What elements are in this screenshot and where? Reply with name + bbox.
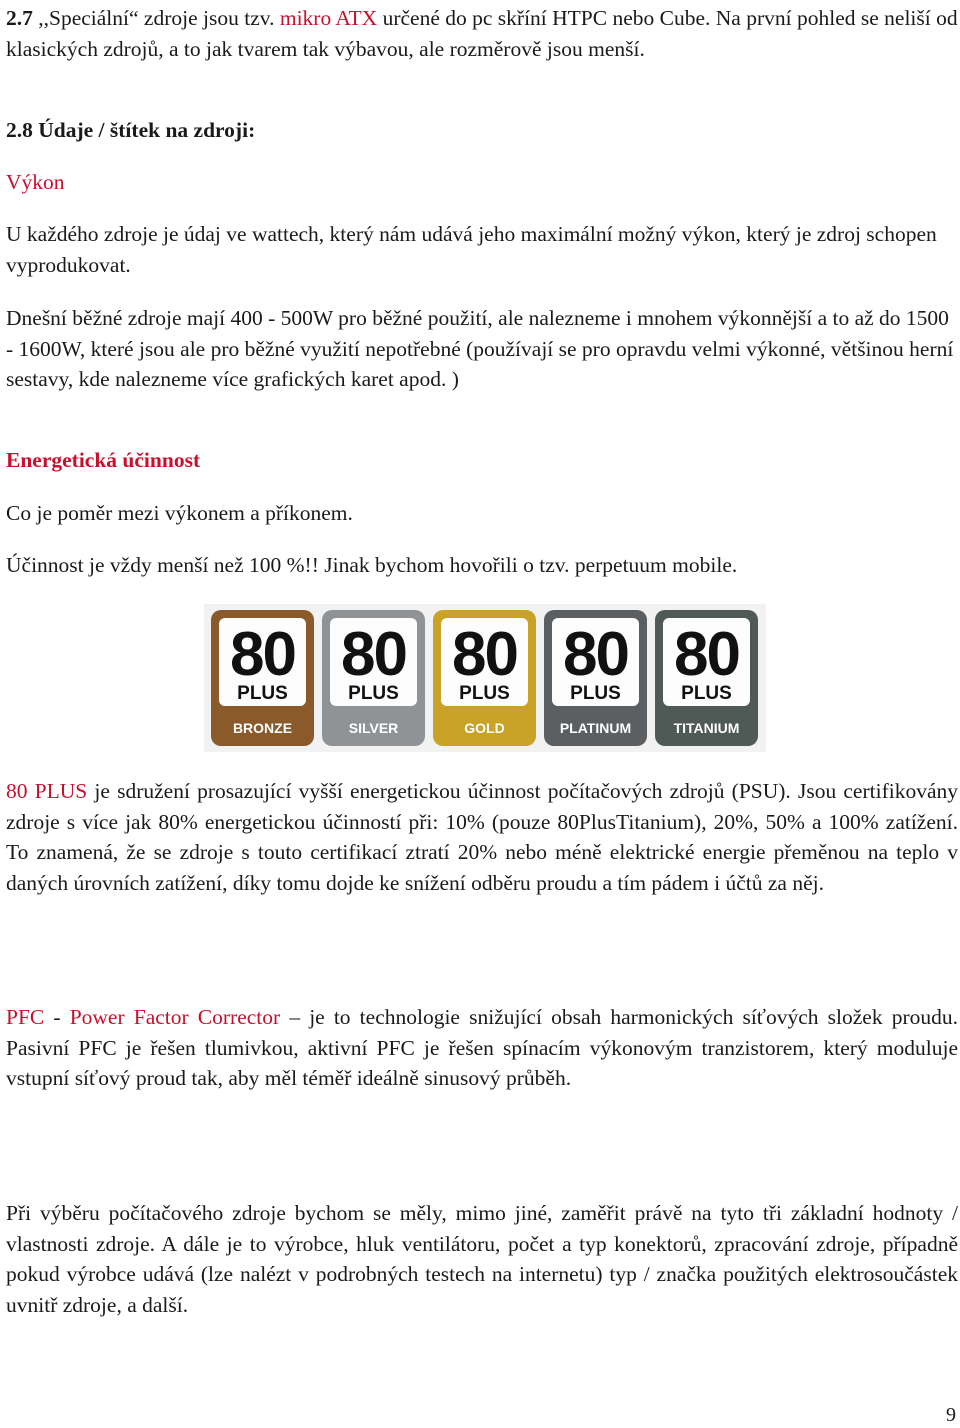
- ucinnost-paragraph-2: Účinnost je vždy menší než 100 %!! Jinak bychom hovořili o tzv. perpetuum mobile.: [6, 553, 738, 577]
- vyber-paragraph: Při výběru počítačového zdroje bychom se měly, mimo jiné, zaměřit právě na tyto tři základní hodnoty / vlastnosti zdroje. A dále je to výrobce, hluk ventilátoru, počet a typ konektorů, zpracování zdroje, případně pokud výrobce udává (lze nalézt v podrobných testech na internetu) typ / značka použitých elektrosoučástek uvnitř zdroje, a další.: [6, 1201, 958, 1317]
- badge-number: 80: [341, 620, 406, 689]
- 80plus-gold-badge: [433, 610, 536, 746]
- section-2-8-heading: 2.8 Údaje / štítek na zdroji:: [6, 118, 256, 142]
- section-2-7-text-end: určené do pc skříní HTPC nebo Cube. Na první pohled se neliší od klasických zdrojů, a to jak tvarem tak výbavou, ale rozměrově jsou menší.: [6, 6, 958, 61]
- page-number: 9: [946, 1404, 956, 1426]
- pfc-dash: -: [44, 1005, 70, 1029]
- badge-tier-label: SILVER: [348, 720, 399, 736]
- badge-face: [219, 618, 306, 706]
- 80plus-titanium-badge: [655, 610, 758, 746]
- badge-number: 80: [674, 620, 739, 689]
- badge-plus-label: PLUS: [237, 683, 288, 704]
- section-2-7-paragraph: [6, 3, 958, 64]
- badge-plus-label: PLUS: [570, 683, 621, 704]
- 80plus-text: je sdružení prosazující vyšší energetickou účinnost počítačových zdrojů (PSU). Jsou certifikovány zdroje s více jak 80% energetickou účinností při: 10% (pouze 80PlusTitanium), 20%, 50% a 100% zatížení. To znamená, že se zdroje s touto certifikací ztratí 20% nebo méně elektrické energie přeměnou na teplo v daných úrovních zatížení, díky tomu dojde ke snížení odběru proudu a tím pádem i účtů za něj.: [6, 779, 958, 895]
- badge-number: 80: [563, 620, 628, 689]
- badge-face: [330, 618, 417, 706]
- badge-plus-label: PLUS: [348, 683, 399, 704]
- section-2-7-text-start: ,,Speciální“ zdroje jsou tzv.: [32, 6, 280, 30]
- vykon-paragraph-1: U každého zdroje je údaj ve wattech, který nám udává jeho maximální možný výkon, který je zdroj schopen vyprodukovat.: [6, 222, 937, 277]
- badge-plus-label: PLUS: [459, 683, 510, 704]
- 80plus-term: 80 PLUS: [6, 779, 88, 803]
- badge-plus-label: PLUS: [681, 683, 732, 704]
- badge-face: [552, 618, 639, 706]
- pfc-text: – je to technologie snižující obsah harmonických síťových složek proudu. Pasivní PFC je řešen tlumivkou, aktivní PFC je řešen spínacím výkonovým tranzistorem, který moduluje vstupní síťový proud tak, aby měl téměř ideálně sinusový průběh.: [6, 1005, 958, 1091]
- section-2-7-number: 2.7: [6, 6, 33, 30]
- vykon-paragraph-2: Dnešní běžné zdroje mají 400 - 500W pro běžné použití, ale nalezneme i mnohem výkonnější a to až do 1500 - 1600W, které jsou ale pro běžné využití nepotřebné (používají se pro opravdu velmi výkonné, většinou herní sestavy, kde nalezneme více grafických karet apod. ): [6, 306, 954, 392]
- 80plus-silver-badge: [322, 610, 425, 746]
- pfc-full-name: Power Factor Corrector: [69, 1005, 281, 1029]
- pfc-paragraph: [6, 1002, 958, 1094]
- badge-tier-label: TITANIUM: [673, 720, 740, 736]
- section-2-7-highlight: mikro ATX: [279, 6, 378, 30]
- badge-tier-label: BRONZE: [232, 720, 293, 736]
- 80plus-badges-image: [204, 604, 766, 752]
- 80plus-bronze-badge: [211, 610, 314, 746]
- badge-tier-label: PLATINUM: [559, 720, 632, 736]
- badge-tier-label: GOLD: [464, 720, 505, 736]
- badge-face: [441, 618, 528, 706]
- ucinnost-heading: Energetická účinnost: [6, 448, 201, 472]
- badge-face: [663, 618, 750, 706]
- pfc-term: PFC: [6, 1005, 45, 1029]
- 80plus-platinum-badge: [544, 610, 647, 746]
- vykon-heading: Výkon: [6, 170, 65, 194]
- 80plus-paragraph: [6, 776, 958, 898]
- badge-number: 80: [452, 620, 517, 689]
- ucinnost-paragraph-1: Co je poměr mezi výkonem a příkonem.: [6, 501, 353, 525]
- badge-number: 80: [230, 620, 295, 689]
